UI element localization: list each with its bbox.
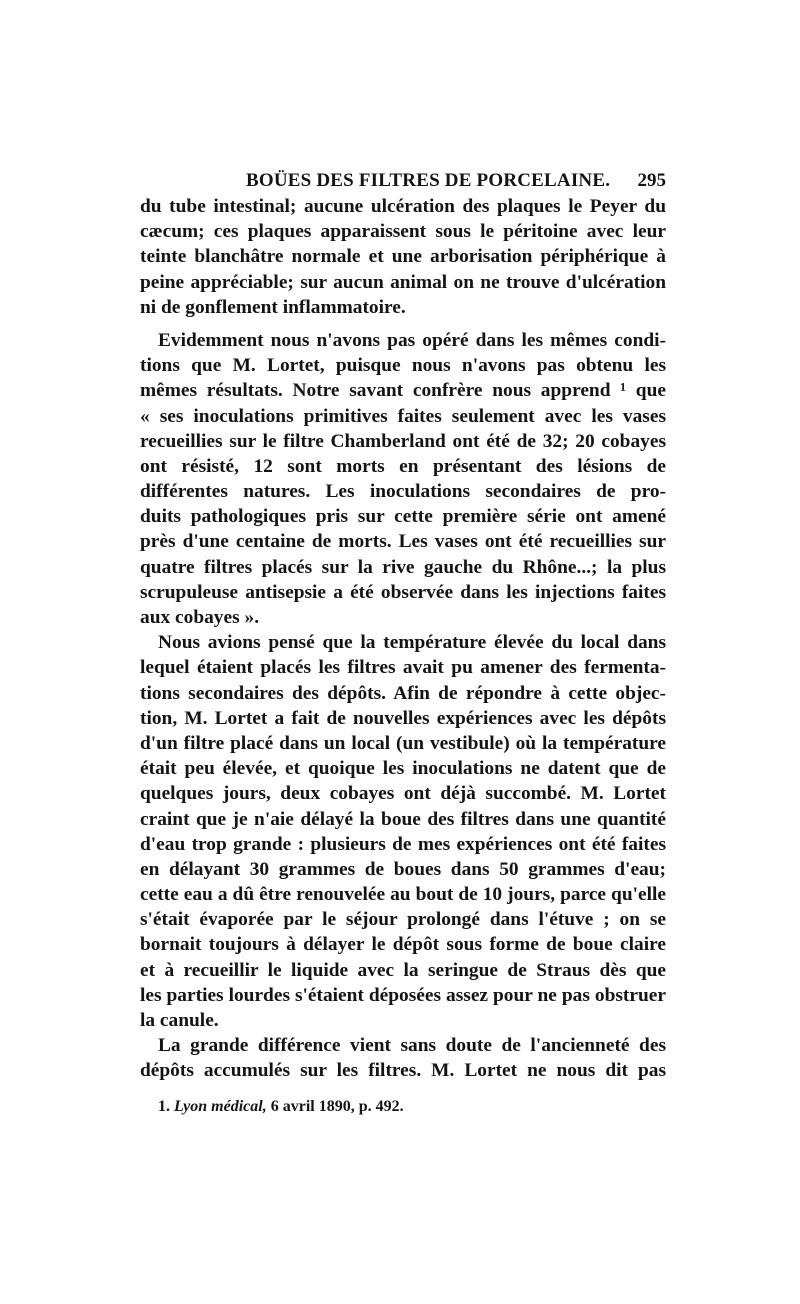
text-line: tion, M. Lortet a fait de nouvelles expériences avec les dépôts xyxy=(140,707,666,729)
text-line: près d'une centaine de morts. Les vases ont été recueillies sur xyxy=(140,531,666,553)
text-line: lequel étaient placés les filtres avait pu amener des fermenta- xyxy=(140,657,666,679)
text-line: dépôts accumulés sur les filtres. M. Lortet ne nous dit pas xyxy=(140,1060,666,1082)
text-line: les parties lourdes s'étaient déposées assez pour ne pas obstruer xyxy=(140,984,666,1006)
text-line: s'était évaporée par le séjour prolongé dans l'étuve ; on se xyxy=(140,909,666,931)
text-line: craint que je n'aie délayé la boue des filtres dans une quantité xyxy=(140,808,666,830)
text-line: aux cobayes ». xyxy=(140,607,260,628)
paragraph xyxy=(140,1033,666,1083)
text-line: du tube intestinal; aucune ulcération des plaques le Peyer du xyxy=(140,196,666,217)
text-line: Evidemment nous n'avons pas opéré dans les mêmes condi- xyxy=(158,329,666,351)
text-line: d'un filtre placé dans un local (un vestibule) où la température xyxy=(140,732,666,754)
text-line: quelques jours, deux cobayes ont déjà succombé. M. Lortet xyxy=(140,783,666,805)
text-line: différentes natures. Les inoculations secondaires de pro- xyxy=(140,481,666,503)
text-line: tions secondaires des dépôts. Afin de répondre à cette objec- xyxy=(140,682,666,704)
text-line: « ses inoculations primitives faites seulement avec les vases xyxy=(140,405,666,427)
paragraph xyxy=(140,630,666,1033)
paragraph xyxy=(140,194,666,320)
footnote-journal: Lyon médical, xyxy=(174,1098,267,1115)
running-head xyxy=(140,170,666,194)
footnote-citation: 6 avril 1890, p. 492. xyxy=(270,1098,404,1115)
text-line: peine appréciable; sur aucun animal on ne trouve d'ulcération xyxy=(140,271,666,293)
text-line: cette eau a dû être renouvelée au bout de 10 jours, parce qu'elle xyxy=(140,884,666,906)
text-line: recueillies sur le filtre Chamberland ont été de 32; 20 cobayes xyxy=(140,430,666,452)
paragraph xyxy=(140,328,666,630)
text-line: scrupuleuse antisepsie a été observée dans les injections faites xyxy=(140,581,666,603)
footnote xyxy=(158,1098,404,1116)
text-line: ni de gonflement inflammatoire. xyxy=(140,296,406,318)
text-line: duits pathologiques pris sur cette première série ont amené xyxy=(140,506,666,528)
body-text xyxy=(140,194,666,1084)
text-line: teinte blanchâtre normale et une arborisation périphérique à xyxy=(140,246,666,268)
footnote-number: 1. xyxy=(158,1098,170,1115)
text-line: bornait toujours à délayer le dépôt sous forme de boue claire xyxy=(140,934,666,956)
text-line: cæcum; ces plaques apparaissent sous le péritoine avec leur xyxy=(140,221,666,243)
text-line: ont résisté, 12 sont morts en présentant des lésions de xyxy=(140,455,666,477)
text-line: d'eau trop grande : plusieurs de mes expériences ont été faites xyxy=(140,833,666,855)
text-line: était peu élevée, et quoique les inoculations ne datent que de xyxy=(140,758,666,780)
text-line: la canule. xyxy=(140,1010,219,1031)
text-line: mêmes résultats. Notre savant confrère nous apprend ¹ que xyxy=(140,380,666,402)
text-line: quatre filtres placés sur la rive gauche du Rhône...; la plus xyxy=(140,556,666,578)
paragraph-gap xyxy=(140,320,666,328)
text-line: tions que M. Lortet, puisque nous n'avons pas obtenu les xyxy=(140,355,666,377)
text-line: et à recueillir le liquide avec la seringue de Straus dès que xyxy=(140,959,666,981)
text-line: La grande différence vient sans doute de l'ancienneté des xyxy=(158,1035,666,1057)
page-number: 295 xyxy=(637,170,666,191)
text-line: en délayant 30 grammes de boues dans 50 grammes d'eau; xyxy=(140,858,666,880)
running-head-title: BOÜES DES FILTRES DE PORCELAINE. xyxy=(246,170,611,191)
text-line: Nous avions pensé que la température élevée du local dans xyxy=(158,632,666,654)
